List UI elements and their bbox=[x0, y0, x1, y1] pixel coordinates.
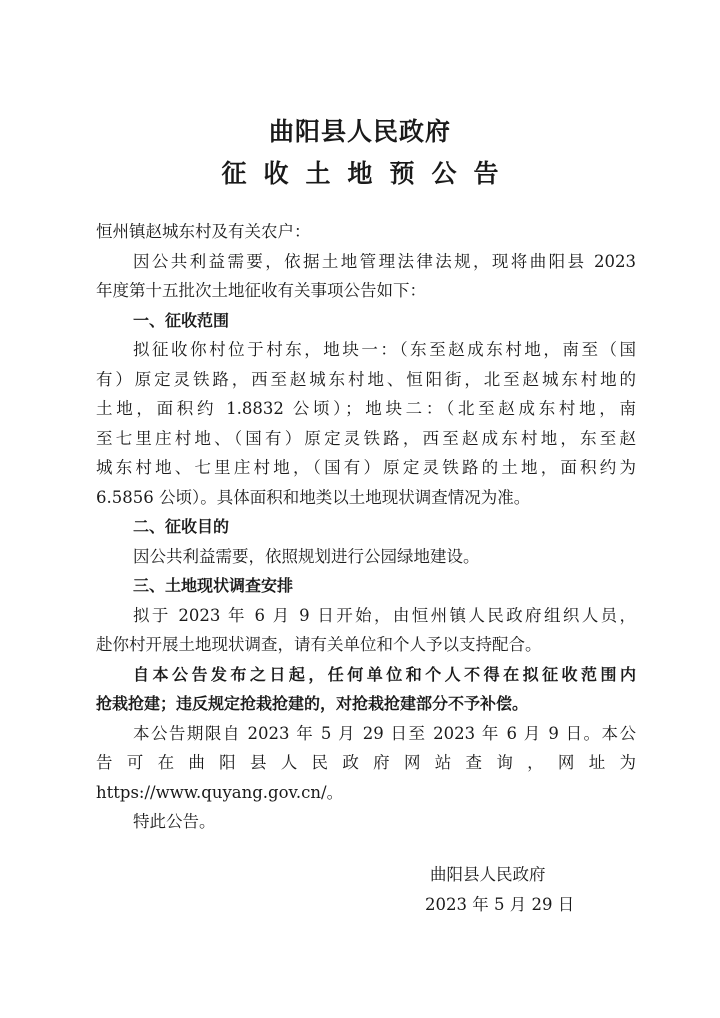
addressee: 恒州镇赵城东村及有关农户： bbox=[96, 222, 311, 241]
purpose-line: 因公共利益需要，依照规划进行公园绿地建设。 bbox=[133, 546, 480, 566]
issuer-title: 曲阳县人民政府 bbox=[268, 117, 451, 146]
intro-line: 因公共利益需要，依据土地管理法律法规，现将曲阳县 2023 bbox=[133, 251, 636, 271]
closing-line: 特此公告。 bbox=[133, 812, 216, 831]
section-heading-purpose: 二、征收目的 bbox=[133, 517, 230, 536]
warning-line: 自本公告发布之日起，任何单位和个人不得在拟征收范围内 bbox=[133, 664, 636, 684]
validity-line: 本公告期限自 2023 年 5 月 29 日至 2023 年 6 月 9 日。本公 bbox=[133, 723, 636, 743]
survey-line: 赴你村开展土地现状调查，请有关单位和个人予以支持配合。 bbox=[96, 635, 542, 654]
scope-line: 城东村地、七里庄村地，（国有）原定灵铁路的土地，面积约为 bbox=[96, 458, 636, 477]
scope-line: 至七里庄村地、（国有）原定灵铁路，西至赵成东村地，东至赵 bbox=[96, 428, 636, 448]
document-title: 征收土地预公告 bbox=[221, 159, 516, 188]
signature-block bbox=[0, 860, 720, 920]
intro-line: 年度第十五批次土地征收有关事项公告如下： bbox=[96, 281, 426, 300]
warning-line: 抢栽抢建；违反规定抢栽抢建的，对抢栽抢建部分不予补偿。 bbox=[96, 694, 529, 713]
scope-line: 有）原定灵铁路，西至赵城东村地、恒阳街，北至赵城东村地的 bbox=[96, 369, 636, 389]
website-url: https://www.quyang.gov.cn/。 bbox=[96, 782, 344, 802]
scope-line: 6.5856 公顷）。具体面积和地类以土地现状调查情况为准。 bbox=[96, 487, 531, 507]
survey-line: 拟于 2023 年 6 月 9 日开始，由恒州镇人民政府组织人员， bbox=[133, 605, 636, 625]
validity-line: 告可在曲阳县人民政府网站查询，网址为 bbox=[96, 753, 636, 772]
section-heading-scope: 一、征收范围 bbox=[133, 310, 230, 330]
signature-date: 2023 年 5 月 29 日 bbox=[425, 895, 575, 914]
section-heading-survey: 三、土地现状调查安排 bbox=[133, 576, 294, 595]
notice-body bbox=[96, 217, 636, 837]
signature-org: 曲阳县人民政府 bbox=[430, 865, 546, 884]
scope-line: 拟征收你村位于村东，地块一：（东至赵成东村地，南至（国 bbox=[133, 340, 636, 359]
scope-line: 土地，面积约 1.8832 公顷）；地块二：（北至赵成东村地，南 bbox=[96, 399, 636, 418]
